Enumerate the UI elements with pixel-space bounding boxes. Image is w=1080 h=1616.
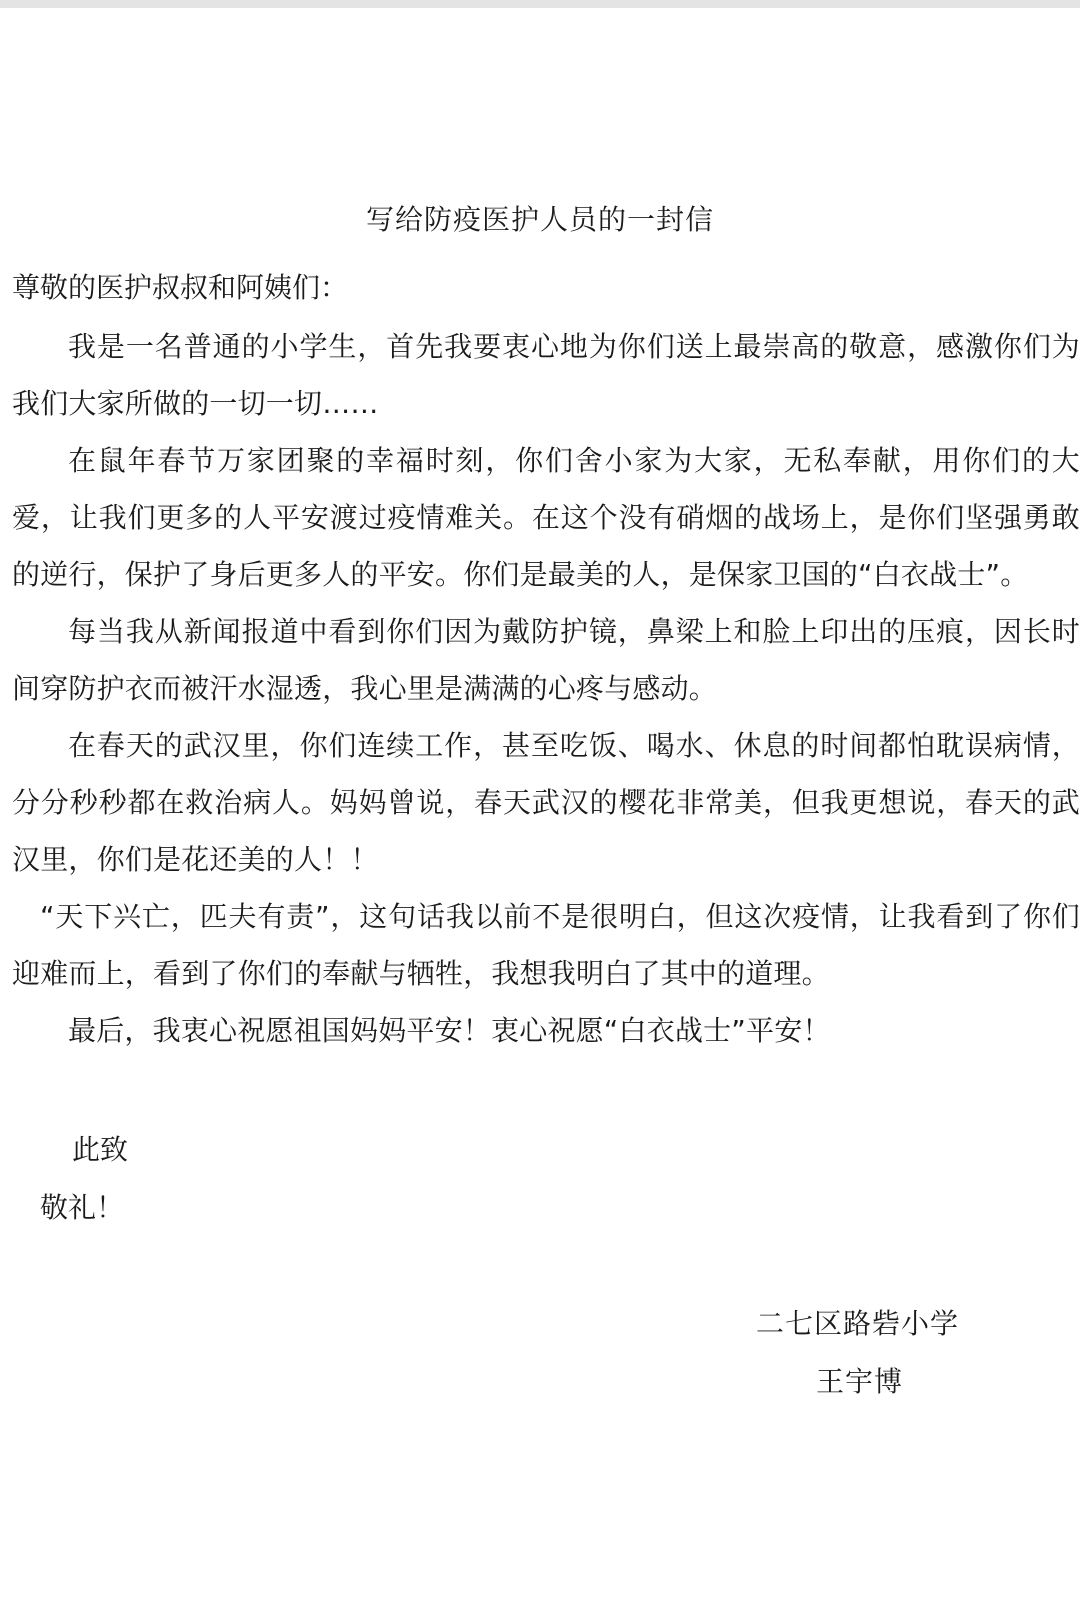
paragraph-3: 每当我从新闻报道中看到你们因为戴防护镜，鼻梁上和脸上印出的压痕，因长时间穿防护衣而被汗水湿透，我心里是满满的心疼与感动。 bbox=[12, 615, 1080, 705]
signature-school: 二七区路砦小学 bbox=[756, 1307, 960, 1340]
paragraph-2: 在鼠年春节万家团聚的幸福时刻，你们舍小家为大家，无私奉献，用你们的大爱，让我们更多的人平安渡过疫情难关。在这个没有硝烟的战场上，是你们坚强勇敢的逆行，保护了身后更多人的平安。你们是最美的人，是保家卫国的“白衣战士”。 bbox=[12, 444, 1080, 591]
paragraph-5: “天下兴亡，匹夫有责”，这句话我以前不是很明白，但这次疫情，让我看到了你们迎难而上，看到了你们的奉献与牺牲，我想我明白了其中的道理。 bbox=[12, 900, 1080, 990]
paragraph-1: 我是一名普通的小学生，首先我要衷心地为你们送上最崇高的敬意，感激你们为我们大家所做的一切一切…… bbox=[12, 330, 1080, 420]
closing-salutation: 此致 bbox=[72, 1133, 129, 1166]
letter-body bbox=[12, 318, 1080, 1059]
closing-regards: 敬礼！ bbox=[40, 1191, 125, 1224]
letter-title: 写给防疫医护人员的一封信 bbox=[365, 203, 714, 236]
top-strip bbox=[0, 0, 1080, 8]
paragraph-4: 在春天的武汉里，你们连续工作，甚至吃饭、喝水、休息的时间都怕耽误病情，分分秒秒都在救治病人。妈妈曾说，春天武汉的樱花非常美，但我更想说，春天的武汉里，你们是花还美的人！！ bbox=[12, 729, 1080, 876]
paragraph-6: 最后，我衷心祝愿祖国妈妈平安！衷心祝愿“白衣战士”平安！ bbox=[68, 1014, 831, 1047]
letter-greeting: 尊敬的医护叔叔和阿姨们： bbox=[12, 271, 349, 304]
signature-name: 王宇博 bbox=[816, 1365, 904, 1398]
